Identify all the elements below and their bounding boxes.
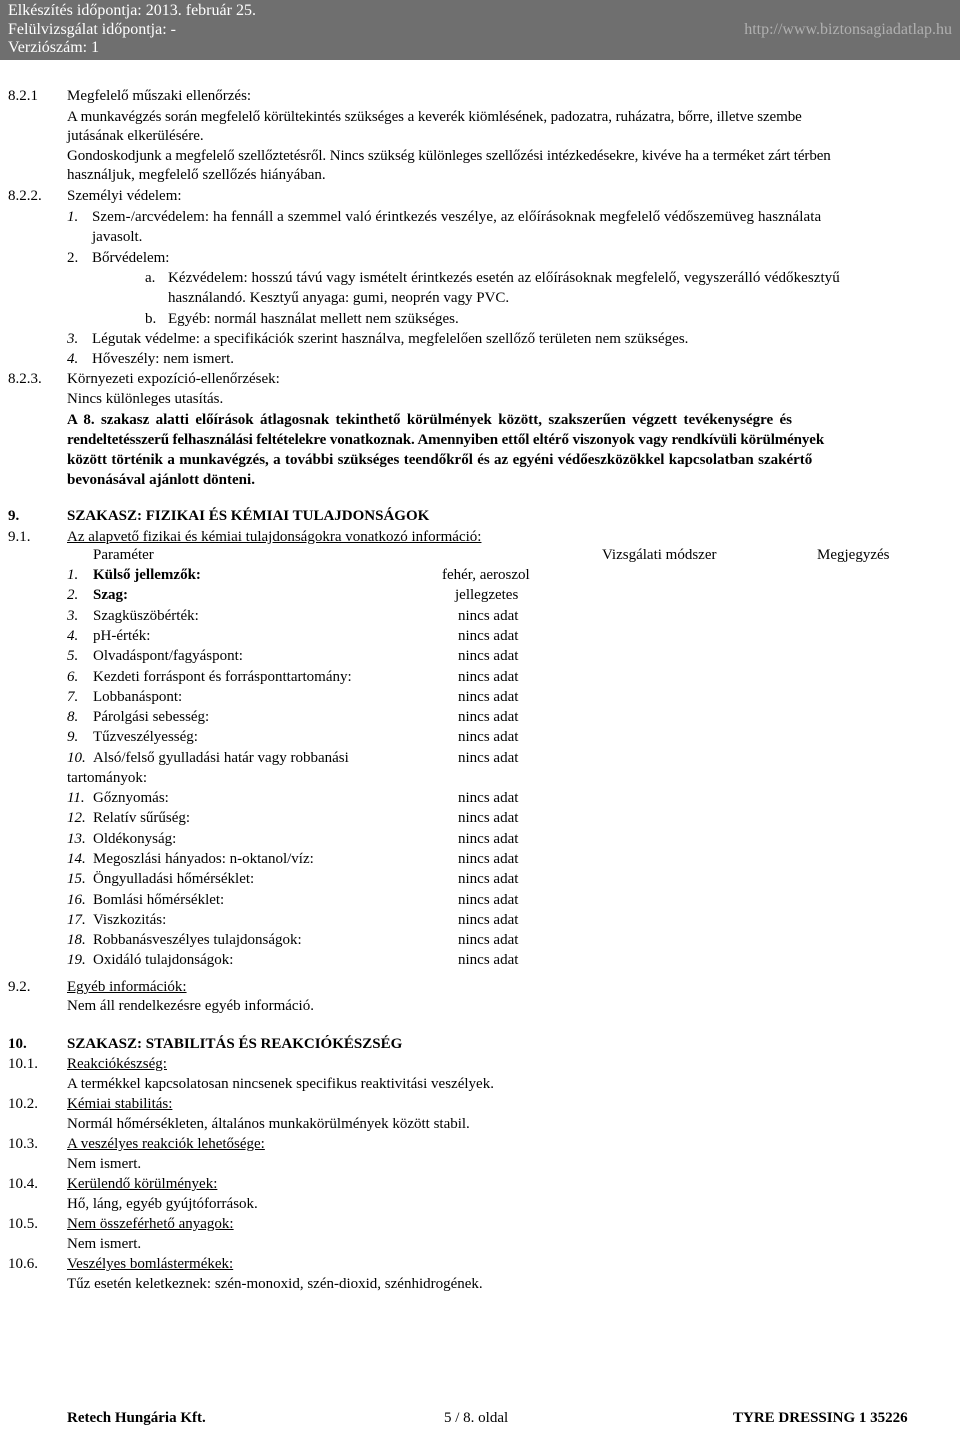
property-value: nincs adat [458, 932, 519, 949]
property-label: Külső jellemzők: [93, 567, 201, 583]
property-label: Öngyulladási hőmérséklet: [93, 871, 255, 888]
column-header-method: Vizsgálati módszer [602, 547, 717, 563]
bold-note-line: A 8. szakasz alatti előírások átlagosnak tekinthető körülmények között, szakszerűen végzett tevékenységre és [67, 412, 793, 428]
list-item: Hőveszély: nem ismert. [92, 351, 235, 367]
list-number: 2. [67, 250, 79, 266]
paragraph-line: Tűz esetén keletkeznek: szén-monoxid, szén-dioxid, szénhidrogének. [67, 1276, 483, 1292]
footer-company: Retech Hungária Kft. [67, 1410, 206, 1426]
property-label: Lobbanáspont: [93, 688, 183, 705]
property-value: nincs adat [458, 607, 519, 624]
paragraph-line: Nem áll rendelkezésre egyéb információ. [67, 998, 314, 1014]
column-header-parameter: Paraméter [93, 547, 154, 563]
list-item: Bőrvédelem: [92, 250, 170, 266]
property-number: 8. [67, 709, 79, 726]
property-label: Gőznyomás: [93, 790, 169, 806]
property-number: 1. [67, 567, 79, 583]
paragraph-line: Nem ismert. [67, 1156, 142, 1172]
list-number: 1. [67, 209, 79, 225]
bold-note-line: bevonásával ajánlott dönteni. [67, 472, 255, 488]
section-number: 10.1. [8, 1056, 38, 1072]
section-title: SZAKASZ: STABILITÁS ÉS REAKCIÓKÉSZSÉG [67, 1036, 403, 1052]
property-value: nincs adat [458, 850, 519, 867]
paragraph-line: A termékkel kapcsolatosan nincsenek specifikus reaktivitási veszélyek. [67, 1076, 494, 1092]
subsection-title: Kerülendő körülmények: [67, 1176, 218, 1192]
property-value: nincs adat [458, 729, 519, 746]
property-label: Robbanásveszélyes tulajdonságok: [93, 932, 302, 949]
section-number: 10. [8, 1036, 27, 1052]
property-label: Oldékonyság: [93, 830, 177, 847]
property-number: 7. [67, 688, 79, 705]
property-label: Alsó/felső gyulladási határ vagy robbanási [93, 749, 349, 766]
paragraph-line: Normál hőmérsékleten, általános munkakörülmények között stabil. [67, 1116, 470, 1132]
list-item: Légutak védelme: a specifikációk szerint használva, megfelelően szellőző területen nem szükséges. [92, 331, 689, 347]
property-number: 3. [67, 607, 79, 624]
property-number: 16. [67, 891, 86, 908]
subsection-title: Az alapvető fizikai és kémiai tulajdonságokra vonatkozó információ: [67, 529, 482, 545]
subsection-title: Egyéb információk: [67, 979, 187, 995]
property-label: Szagküszöbérték: [93, 607, 199, 624]
property-label-continued: tartományok: [67, 769, 147, 786]
paragraph-line: Gondoskodjunk a megfelelő szellőztetésről. Nincs szükség különleges szellőzési intézkedésekre, kivéve ha a terméket zárt térben [67, 148, 831, 164]
property-label: Tűzveszélyesség: [93, 729, 198, 746]
subsection-title: Környezeti expozíció-ellenőrzések: [67, 371, 280, 387]
property-value: nincs adat [458, 627, 519, 644]
section-number: 8.2.2. [8, 188, 42, 204]
paragraph-line: Hő, láng, egyéb gyújtóforrások. [67, 1196, 258, 1212]
property-number: 18. [67, 932, 86, 949]
version-number: Verziószám: 1 [8, 39, 100, 56]
property-number: 15. [67, 871, 86, 888]
list-item: Kézvédelem: hosszú távú vagy ismételt érintkezés esetén az előírásoknak megfelelő, vegyszerálló védőkesztyű [168, 270, 840, 286]
property-value: nincs adat [458, 830, 519, 847]
paragraph-line: jutásának elkerülésére. [67, 128, 204, 144]
section-number: 9.2. [8, 979, 31, 995]
property-number: 17. [67, 911, 86, 928]
property-label: Megoszlási hányados: n-oktanol/víz: [93, 850, 314, 867]
section-number: 10.2. [8, 1096, 38, 1112]
paragraph-line: Nem ismert. [67, 1236, 142, 1252]
property-number: 5. [67, 648, 79, 665]
list-item: javasolt. [92, 229, 143, 245]
subsection-title: Veszélyes bomlástermékek: [67, 1256, 234, 1272]
section-number: 9.1. [8, 529, 31, 545]
footer-product: TYRE DRESSING 1 35226 [733, 1410, 908, 1426]
list-number: 3. [67, 331, 79, 347]
property-number: 4. [67, 627, 79, 644]
paragraph-line: használjuk, megfelelő szellőzés hiányában. [67, 167, 326, 183]
subsection-title: Kémiai stabilitás: [67, 1096, 173, 1112]
property-number: 14. [67, 850, 86, 867]
property-value: nincs adat [458, 810, 519, 827]
subsection-title: Reakciókészség: [67, 1056, 167, 1072]
list-number: a. [145, 270, 156, 286]
page-header [0, 0, 960, 60]
property-label: Olvadáspont/fagyáspont: [93, 648, 243, 665]
property-label: pH-érték: [93, 627, 151, 644]
paragraph-line: A munkavégzés során megfelelő körültekintés szükséges a keverék kiömlésének, padozatra, ruházatra, bőrre, illetve szembe [67, 109, 802, 125]
list-item: Szem-/arcvédelem: ha fennáll a szemmel való érintkezés veszélye, az előírásoknak megfelelő védőszemüveg használata [92, 209, 822, 225]
created-date: Elkészítés időpontja: 2013. február 25. [8, 2, 256, 19]
property-value: nincs adat [458, 790, 519, 806]
property-number: 6. [67, 668, 79, 685]
property-value: nincs adat [458, 871, 519, 888]
header-url[interactable]: http://www.biztonsagiadatlap.hu [744, 21, 952, 38]
property-number: 9. [67, 729, 79, 746]
property-number: 12. [67, 810, 86, 827]
property-value: nincs adat [458, 668, 519, 685]
property-label: Szag: [93, 587, 128, 604]
property-value: fehér, aeroszol [442, 567, 530, 583]
column-header-note: Megjegyzés [817, 547, 890, 563]
property-value: nincs adat [458, 709, 519, 726]
footer-page-number: 5 / 8. oldal [444, 1410, 509, 1426]
subsection-title: Megfelelő műszaki ellenőrzés: [67, 88, 252, 104]
property-label: Bomlási hőmérséklet: [93, 891, 225, 908]
property-label: Viszkozitás: [93, 911, 167, 928]
section-number: 10.3. [8, 1136, 38, 1152]
property-label: Kezdeti forráspont és forrásponttartomány: [93, 668, 352, 685]
revision-date: Felülvizsgálat időpontja: - [8, 20, 176, 38]
section-number: 9. [8, 508, 20, 524]
list-number: 4. [67, 351, 79, 367]
list-item: Egyéb: normál használat mellett nem szükséges. [168, 311, 459, 327]
subsection-title: A veszélyes reakciók lehetősége: [67, 1136, 265, 1152]
property-number: 10. [67, 749, 86, 766]
list-number: b. [145, 311, 157, 327]
section-number: 10.4. [8, 1176, 38, 1192]
property-number: 13. [67, 830, 86, 847]
property-value: nincs adat [458, 749, 519, 766]
property-label: Relatív sűrűség: [93, 810, 191, 827]
property-number: 11. [67, 790, 85, 806]
property-value: nincs adat [458, 952, 519, 969]
header-left [8, 2, 256, 58]
property-label: Párolgási sebesség: [93, 709, 210, 726]
subsection-title: Személyi védelem: [67, 188, 182, 204]
section-number: 10.6. [8, 1256, 38, 1272]
bold-note-line: rendeltetésszerű felhasználási feltételekre vonatkoznak. Amennyiben ettől eltérő viszonyok vagy rendkívüli körülmények [67, 432, 825, 448]
property-value: nincs adat [458, 911, 519, 928]
paragraph-line: Nincs különleges utasítás. [67, 391, 224, 407]
bold-note-line: között történik a munkavégzés, a további szükséges teendőkről és az egyéni védőeszközökkel kapcsolatban szakértő [67, 452, 813, 468]
property-value: nincs adat [458, 688, 519, 705]
property-number: 2. [67, 587, 79, 604]
property-value: nincs adat [458, 648, 519, 665]
property-value: jellegzetes [455, 587, 519, 604]
list-item: használandó. Kesztyű anyaga: gumi, neoprén vagy PVC. [168, 290, 510, 306]
property-value: nincs adat [458, 891, 519, 908]
property-label: Oxidáló tulajdonságok: [93, 952, 234, 969]
section-number: 10.5. [8, 1216, 38, 1232]
section-title: SZAKASZ: FIZIKAI ÉS KÉMIAI TULAJDONSÁGOK [67, 508, 430, 524]
section-number: 8.2.1 [8, 88, 38, 104]
subsection-title: Nem összeférhető anyagok: [67, 1216, 234, 1232]
section-number: 8.2.3. [8, 371, 42, 387]
property-number: 19. [67, 952, 86, 969]
